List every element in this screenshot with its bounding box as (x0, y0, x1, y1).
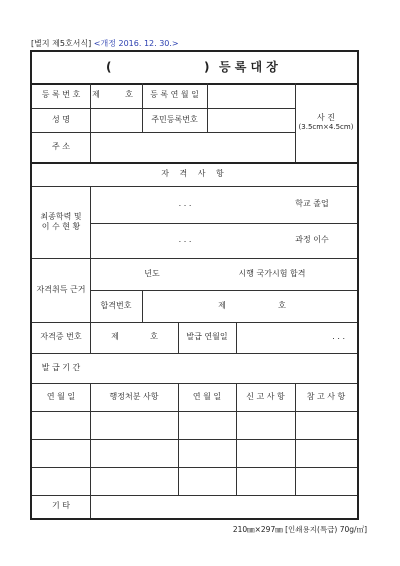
address-field[interactable] (90, 132, 295, 162)
pass-no-prefix: 제 (218, 300, 226, 310)
photo-size: (3.5cm×4.5cm) (298, 123, 354, 132)
name-field[interactable] (90, 108, 142, 132)
reg-date-label: 등 록 연 월 일 (150, 90, 199, 100)
cert-no-prefix: 제 (111, 332, 119, 342)
form-header (31, 38, 179, 49)
registration-ledger-form (30, 50, 359, 520)
pass-no-suffix: 호 (278, 300, 286, 310)
basis-label: 자격취득 근거 (36, 284, 86, 294)
title-paren-open: ( (106, 59, 112, 74)
course-completion-label: 과정 이수 (295, 235, 329, 245)
title-paren-close: ) (204, 59, 210, 74)
reg-no-suffix: 호 (125, 90, 133, 100)
education-label-line1: 최종학력 및 (40, 211, 82, 221)
history-col-admin-action: 행정처분 사항 (109, 391, 159, 401)
history-col-date-2: 연 월 일 (192, 391, 222, 401)
education-label (32, 186, 90, 258)
issue-date-field[interactable]: . . . (332, 332, 345, 342)
rrn-field[interactable] (207, 108, 295, 132)
rrn-label: 주민등록번호 (151, 114, 198, 124)
exam-pass-label: 시행 국가시험 합격 (238, 268, 306, 278)
history-row[interactable] (32, 411, 357, 439)
completion-date[interactable]: . . . (178, 235, 192, 245)
other-field[interactable] (90, 495, 357, 518)
form-title: 등 록 대 장 (219, 59, 278, 74)
form-title-row (32, 52, 357, 83)
issue-date-label: 발급 연월일 (186, 332, 228, 342)
other-label: 기 타 (52, 501, 70, 511)
reg-date-field[interactable] (207, 83, 295, 108)
school-graduation-label: 학교 졸업 (295, 199, 329, 209)
issue-period-field[interactable] (90, 353, 357, 383)
history-col-notes: 참 고 사 항 (306, 391, 346, 401)
cert-no-suffix: 호 (150, 332, 158, 342)
pass-no-label: 합격번호 (100, 300, 132, 310)
name-label: 성 명 (52, 114, 70, 124)
education-label-line2: 이 수 현 황 (41, 222, 81, 231)
issue-period-label: 발 급 기 간 (41, 362, 81, 372)
revision-note: <개정 2016. 12. 30.> (93, 39, 179, 48)
year-label: 년도 (144, 268, 160, 278)
address-label: 주 소 (52, 141, 70, 151)
history-row[interactable] (32, 439, 357, 467)
history-col-report: 신 고 사 항 (246, 391, 285, 401)
paper-spec-footer: 210㎜×297㎜ [인쇄용지(특급) 70g/㎡] (232, 525, 367, 534)
reg-no-prefix: 제 (92, 90, 100, 100)
history-row[interactable] (32, 467, 357, 495)
cert-no-label: 자격증 번호 (40, 332, 82, 342)
form-number: [별지 제5호서식] (31, 39, 92, 48)
photo-label: 사 진 (317, 112, 335, 122)
graduation-date[interactable]: . . . (178, 199, 192, 209)
reg-no-label: 등 록 번 호 (41, 90, 81, 100)
qualification-section-title: 자 격 사 항 (161, 168, 228, 178)
history-col-date-1: 연 월 일 (46, 391, 76, 401)
photo-box (295, 83, 357, 162)
